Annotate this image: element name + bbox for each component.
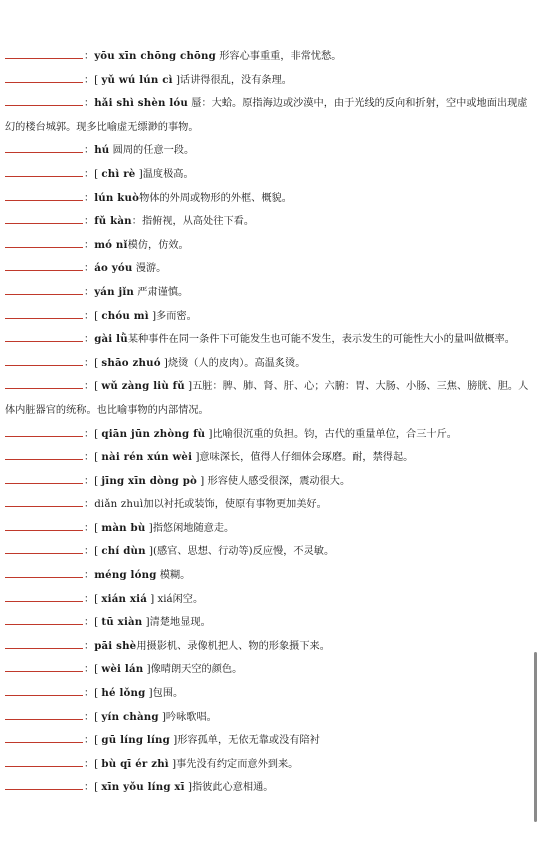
answer-blank[interactable]	[5, 780, 83, 790]
pinyin: wǔ zàng liù fǔ	[101, 380, 185, 393]
vocab-entry	[5, 446, 533, 470]
entry-separator: ：	[84, 286, 95, 298]
answer-blank[interactable]	[5, 615, 83, 625]
pinyin: diǎn zhuì	[94, 499, 144, 511]
vocab-entry	[5, 187, 533, 211]
vocab-entry	[5, 635, 533, 659]
entry-separator: ：[	[84, 357, 102, 369]
vocab-entry	[5, 328, 533, 352]
entry-separator: ：[	[84, 617, 102, 629]
definition: 严肃谨慎。	[134, 286, 189, 298]
vocab-entry	[5, 234, 533, 258]
answer-blank[interactable]	[5, 474, 83, 484]
answer-blank[interactable]	[5, 592, 83, 602]
answer-blank[interactable]	[5, 96, 83, 106]
entry-separator: ：[	[84, 522, 102, 534]
pinyin: lún kuò	[94, 191, 140, 204]
answer-blank[interactable]	[5, 710, 83, 720]
definition: 圆周的任意一段。	[109, 145, 195, 157]
definition: ](感官、思想、行动等)反应慢，不灵敏。	[145, 546, 335, 558]
entry-separator: ：[	[84, 711, 102, 723]
vocab-entry	[5, 281, 533, 305]
entry-separator: ：	[84, 192, 95, 204]
pinyin: xīn yǒu líng xī	[101, 781, 185, 794]
definition: ]温度极高。	[135, 168, 194, 180]
pinyin: hǎi shì shèn lóu	[94, 97, 189, 110]
pinyin: yán jǐn	[94, 285, 135, 298]
vocab-entry	[5, 375, 533, 422]
definition: 物体的外周或物形的外框、概貌。	[139, 192, 292, 204]
entry-separator: ：	[84, 216, 95, 228]
answer-blank[interactable]	[5, 356, 83, 366]
pinyin: hú	[94, 144, 110, 157]
entry-separator: ：[	[84, 452, 102, 464]
vocab-entry	[5, 611, 533, 635]
pinyin: hé lǒng	[101, 687, 146, 700]
answer-blank[interactable]	[5, 379, 83, 389]
answer-blank[interactable]	[5, 568, 83, 578]
entry-separator: ：[	[84, 310, 102, 322]
pinyin: nài rén xún wèi	[101, 451, 193, 464]
answer-blank[interactable]	[5, 191, 83, 201]
entry-separator: ：	[84, 640, 95, 652]
vocab-entry	[5, 564, 533, 588]
vocab-entry	[5, 540, 533, 564]
vocab-entry	[5, 69, 533, 93]
answer-blank[interactable]	[5, 332, 83, 342]
pinyin: yōu xīn chōng chōng	[94, 50, 216, 62]
entry-separator: ：[	[84, 758, 102, 770]
vocab-entry	[5, 682, 533, 706]
answer-blank[interactable]	[5, 167, 83, 177]
vocab-entry	[5, 706, 533, 730]
answer-blank[interactable]	[5, 521, 83, 531]
vocab-entry	[5, 423, 533, 447]
vocab-entry	[5, 139, 533, 163]
vocab-entry	[5, 753, 533, 777]
pinyin: tū xiàn	[101, 616, 143, 629]
entry-separator: ：	[84, 98, 95, 110]
definition: ]比喻很沉重的负担。钧，古代的重量单位，合三十斤。	[205, 428, 457, 440]
definition: 漫游。	[132, 263, 167, 275]
vocab-entry	[5, 588, 533, 612]
definition: 蜃：大蛤。原指海边或沙漠中，由于光线的反向和折射，空中或地面出现虚幻的楼台城郭。现多比喻虚无缥渺的事物。	[5, 98, 528, 133]
vocab-entry	[5, 210, 533, 234]
entry-separator: ：[	[84, 664, 102, 676]
vocab-entry	[5, 305, 533, 329]
definition: ]形容孤单，无依无靠或没有陪衬	[169, 735, 320, 747]
entry-separator: ：	[84, 51, 95, 62]
pinyin: jīng xīn dòng pò	[101, 474, 198, 487]
vocab-entry	[5, 163, 533, 187]
answer-blank[interactable]	[5, 662, 83, 672]
answer-blank[interactable]	[5, 261, 83, 271]
vocab-entry	[5, 658, 533, 682]
pinyin: xián xiá	[101, 592, 148, 605]
entry-separator: ：	[84, 334, 95, 346]
pinyin: gài lǜ	[94, 333, 128, 346]
definition: 某种事件在同一条件下可能发生也可能不发生，表示发生的可能性大小的量叫做概率。	[127, 334, 515, 346]
entry-separator: ：	[84, 263, 95, 275]
definition: ]五脏：脾、肺、肾、肝、心；六腑：胃、大肠、小肠、三焦、膀胱、胆。人体内脏器官的统称。也比喻事物的内部情况。	[5, 381, 529, 416]
definition: ]多而密。	[148, 310, 197, 322]
vocab-entry	[5, 92, 533, 139]
vocab-entry	[5, 45, 533, 69]
pinyin: mó nǐ	[94, 238, 128, 251]
definition: ]意味深长，值得人仔细体会琢磨。耐，禁得起。	[192, 452, 414, 464]
entry-separator: ：[	[84, 475, 102, 487]
pinyin: qiān jūn zhòng fù	[101, 427, 206, 440]
vocab-entry	[5, 257, 533, 281]
answer-blank[interactable]	[5, 497, 83, 507]
entry-separator: ：[	[84, 428, 102, 440]
entry-separator: ：[	[84, 168, 102, 180]
definition: ] 形容使人感受很深，震动很大。	[197, 475, 351, 487]
pinyin: chí dùn	[101, 545, 146, 558]
pinyin: chóu mì	[101, 309, 149, 322]
definition: ]指悠闲地随意走。	[145, 522, 235, 534]
entry-separator: ：[	[84, 688, 102, 700]
answer-blank[interactable]	[5, 73, 83, 83]
pinyin: áo yóu	[94, 262, 133, 275]
definition: ]事先没有约定而意外到来。	[168, 758, 299, 770]
definition: ]包围。	[145, 688, 184, 700]
answer-blank[interactable]	[5, 450, 83, 460]
answer-blank[interactable]	[5, 49, 83, 59]
scrollbar[interactable]	[534, 652, 537, 822]
answer-blank[interactable]	[5, 143, 83, 153]
answer-blank[interactable]	[5, 309, 83, 319]
entry-separator: ：	[84, 239, 95, 251]
definition: 模仿，仿效。	[127, 239, 189, 251]
pinyin: yín chàng	[101, 710, 159, 723]
definition: ]指彼此心意相通。	[184, 782, 274, 794]
worksheet	[5, 45, 533, 800]
pinyin: méng lóng	[94, 569, 157, 582]
vocab-entry	[5, 729, 533, 753]
entry-separator: ：[	[84, 593, 102, 605]
entry-separator: ：	[84, 570, 95, 582]
answer-blank[interactable]	[5, 544, 83, 554]
definition: ]吟咏歌唱。	[158, 711, 217, 723]
definition: ]话讲得很乱，没有条理。	[172, 74, 292, 86]
pinyin: shāo zhuó	[101, 356, 161, 369]
pinyin: màn bù	[101, 521, 146, 534]
entry-separator: ：	[84, 499, 95, 511]
answer-blank[interactable]	[5, 214, 83, 224]
definition: 模糊。	[156, 570, 191, 582]
entry-separator: ：[	[84, 782, 102, 794]
answer-blank[interactable]	[5, 285, 83, 295]
definition: 加以衬托或装饰，使原有事物更加美好。	[143, 499, 327, 511]
entry-separator: ：[	[84, 546, 102, 558]
pinyin: fǔ kàn	[94, 215, 132, 228]
answer-blank[interactable]	[5, 686, 83, 696]
definition: ：指俯视，从高处往下看。	[131, 216, 255, 228]
answer-blank[interactable]	[5, 733, 83, 743]
answer-blank[interactable]	[5, 427, 83, 437]
vocab-entry	[5, 493, 533, 517]
definition: ] xiá闲空。	[147, 593, 204, 605]
pinyin: chì rè	[101, 167, 136, 180]
entry-separator: ：[	[84, 735, 102, 747]
pinyin: gū líng líng	[101, 734, 170, 747]
answer-blank[interactable]	[5, 639, 83, 649]
answer-blank[interactable]	[5, 757, 83, 767]
pinyin: bù qī ér zhì	[101, 757, 169, 770]
entry-separator: ：[	[84, 381, 102, 393]
answer-blank[interactable]	[5, 238, 83, 248]
entry-separator: ：	[84, 145, 95, 157]
pinyin: pāi shè	[94, 639, 137, 652]
vocab-entry	[5, 352, 533, 376]
entry-separator: ：[	[84, 74, 102, 86]
definition: ]清楚地显现。	[142, 617, 211, 629]
definition: 形容心事重重，非常忧愁。	[215, 51, 342, 62]
definition: ]像晴朗天空的颜色。	[143, 664, 243, 676]
definition: ]烧烫（人的皮肉）。高温炙烫。	[160, 357, 306, 369]
vocab-entry	[5, 776, 533, 800]
vocab-entry	[5, 470, 533, 494]
definition: 用摄影机、录像机把人、物的形象摄下来。	[136, 640, 330, 652]
vocab-entry	[5, 517, 533, 541]
pinyin: wèi lán	[101, 663, 144, 676]
pinyin: yǔ wú lún cì	[101, 73, 173, 86]
